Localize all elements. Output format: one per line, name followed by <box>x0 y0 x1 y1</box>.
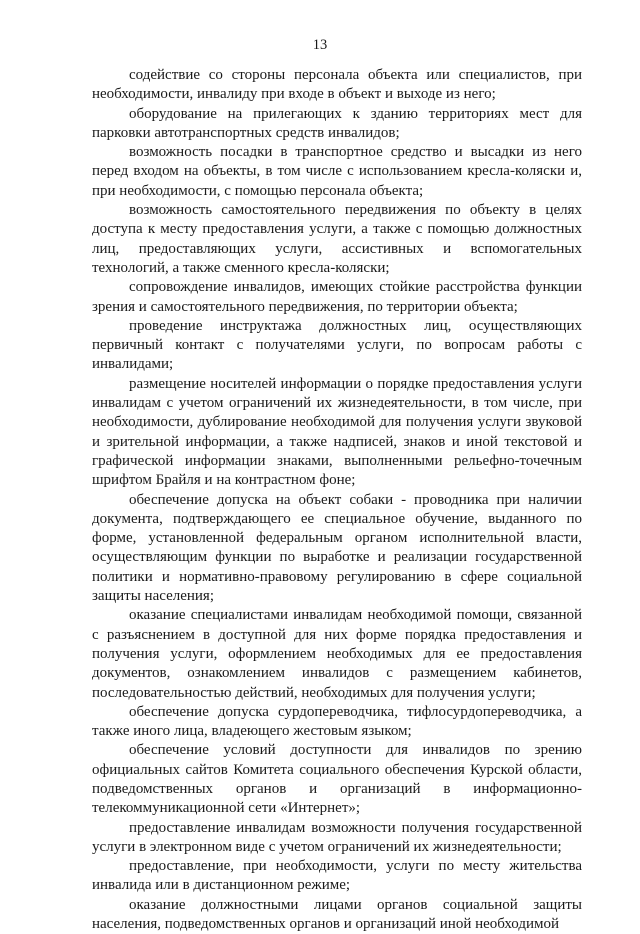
paragraph-6: проведение инструктажа должностных лиц, осуществляющих первичный контакт с получателями услуги, по вопросам работы с инвалидами; <box>92 317 582 373</box>
document-body <box>92 66 582 934</box>
paragraph-1: содействие со стороны персонала объекта или специалистов, при необходимости, инвалиду при входе в объект и выходе из него; <box>92 67 582 103</box>
paragraph-8: обеспечение допуска на объект собаки - проводника при наличии документа, подтверждающего ее специальное обучение, выданного по форме, установленной федеральным органом исполнительной власти, осуществляющим функции по выработке и реализации государственной политики и нормативно-правовому регулированию в сфере социальной защиты населения; <box>92 491 582 605</box>
paragraph-2: оборудование на прилегающих к зданию территориях мест для парковки автотранспортных средств инвалидов; <box>92 105 582 141</box>
paragraph-12: предоставление инвалидам возможности получения государственной услуги в электронном виде с учетом ограничений их жизнедеятельности; <box>92 819 582 855</box>
paragraph-10: обеспечение допуска сурдопереводчика, тифлосурдопереводчика, а также иного лица, владеющего жестовым языком; <box>92 703 582 740</box>
page-number: 13 <box>312 37 328 53</box>
paragraph-5: сопровождение инвалидов, имеющих стойкие расстройства функции зрения и самостоятельного передвижения, по территории объекта; <box>92 279 582 315</box>
paragraph-3: возможность посадки в транспортное средство и высадки из него перед входом на объекты, в том числе с использованием кресла-коляски и, при необходимости, с помощью персонала объекта; <box>92 144 582 199</box>
paragraph-7: размещение носителей информации о порядке предоставления услуги инвалидам с учетом ограничений их жизнедеятельности, в том числе, при необходимости, дублирование необходимой для получения услуги звуковой и зрительной информации, а также надписей, знаков и иной текстовой и графической информации знаками, выполненными рельефно-точечным шрифтом Брайля и на контрастном фоне; <box>92 375 582 489</box>
paragraph-9: оказание специалистами инвалидам необходимой помощи, связанной с разъяснением в доступной для них форме порядка предоставления и получения услуги, оформлением необходимых для ее предоставления документов, ознакомлением инвалидов с размещением кабинетов, последовательностью действий, необходимых для получения услуги; <box>92 607 582 701</box>
paragraph-4: возможность самостоятельного передвижения по объекту в целях доступа к месту предоставления услуги, а также с помощью должностных лиц, предоставляющих услуги, ассистивных и вспомогательных технологий, а также сменного кресла-коляски; <box>92 202 582 276</box>
paragraph-14: оказание должностными лицами органов социальной защиты населения, подведомственных органов и организаций иной необходимой <box>92 896 582 933</box>
paragraph-11: обеспечение условий доступности для инвалидов по зрению официальных сайтов Комитета социального обеспечения Курской области, подведомственных органов и организаций в информационно-телекоммуникационной сети «Интернет»; <box>92 742 582 817</box>
paragraph-13: предоставление, при необходимости, услуги по месту жительства инвалида или в дистанционном режиме; <box>92 858 582 894</box>
